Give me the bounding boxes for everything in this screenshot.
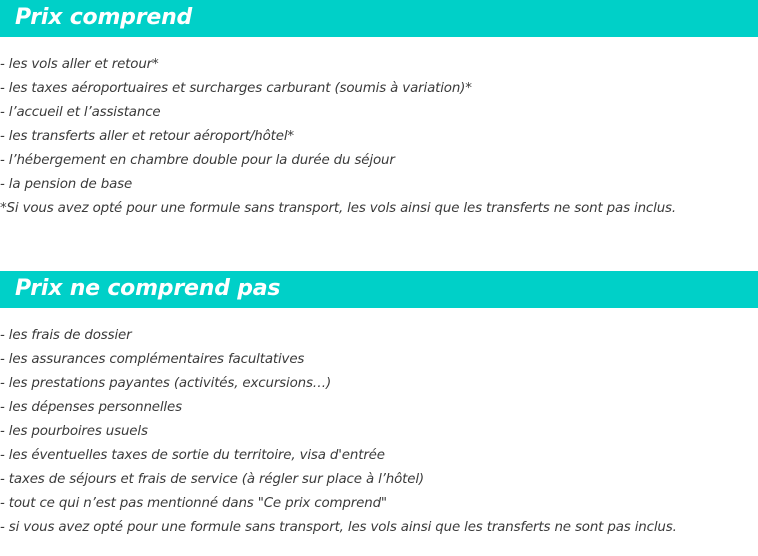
list-item: - si vous avez opté pour une formule sans transport, les vols ainsi que les transferts ne sont pas inclus. [0, 520, 677, 535]
list-item: - tout ce qui n’est pas mentionné dans "Ce prix comprend" [0, 496, 387, 511]
footnote: *Si vous avez opté pour une formule sans transport, les vols ainsi que les transferts ne sont pas inclus. [0, 201, 676, 216]
list-item: - l’hébergement en chambre double pour la durée du séjour [0, 153, 395, 168]
excluded-section [0, 271, 758, 535]
included-list [0, 53, 676, 221]
excluded-list [0, 324, 677, 540]
list-item: - les pourboires usuels [0, 424, 148, 439]
excluded-banner [0, 271, 758, 308]
list-item: - les assurances complémentaires facultatives [0, 352, 305, 367]
list-item: - la pension de base [0, 177, 133, 192]
list-item: - les frais de dossier [0, 328, 132, 343]
list-item: - l’accueil et l’assistance [0, 105, 161, 120]
excluded-title: Prix ne comprend pas [15, 276, 281, 301]
list-item: - les taxes aéroportuaires et surcharges carburant (soumis à variation)* [0, 81, 472, 96]
included-title: Prix comprend [15, 5, 193, 30]
list-item: - les prestations payantes (activités, excursions…) [0, 376, 332, 391]
list-item: - les transferts aller et retour aéroport/hôtel* [0, 129, 294, 144]
included-section [0, 0, 758, 216]
list-item: - les dépenses personnelles [0, 400, 182, 415]
list-item: - les vols aller et retour* [0, 57, 159, 72]
list-item: - les éventuelles taxes de sortie du territoire, visa d'entrée [0, 448, 385, 463]
included-banner [0, 0, 758, 37]
list-item: - taxes de séjours et frais de service (à régler sur place à l’hôtel) [0, 472, 424, 487]
